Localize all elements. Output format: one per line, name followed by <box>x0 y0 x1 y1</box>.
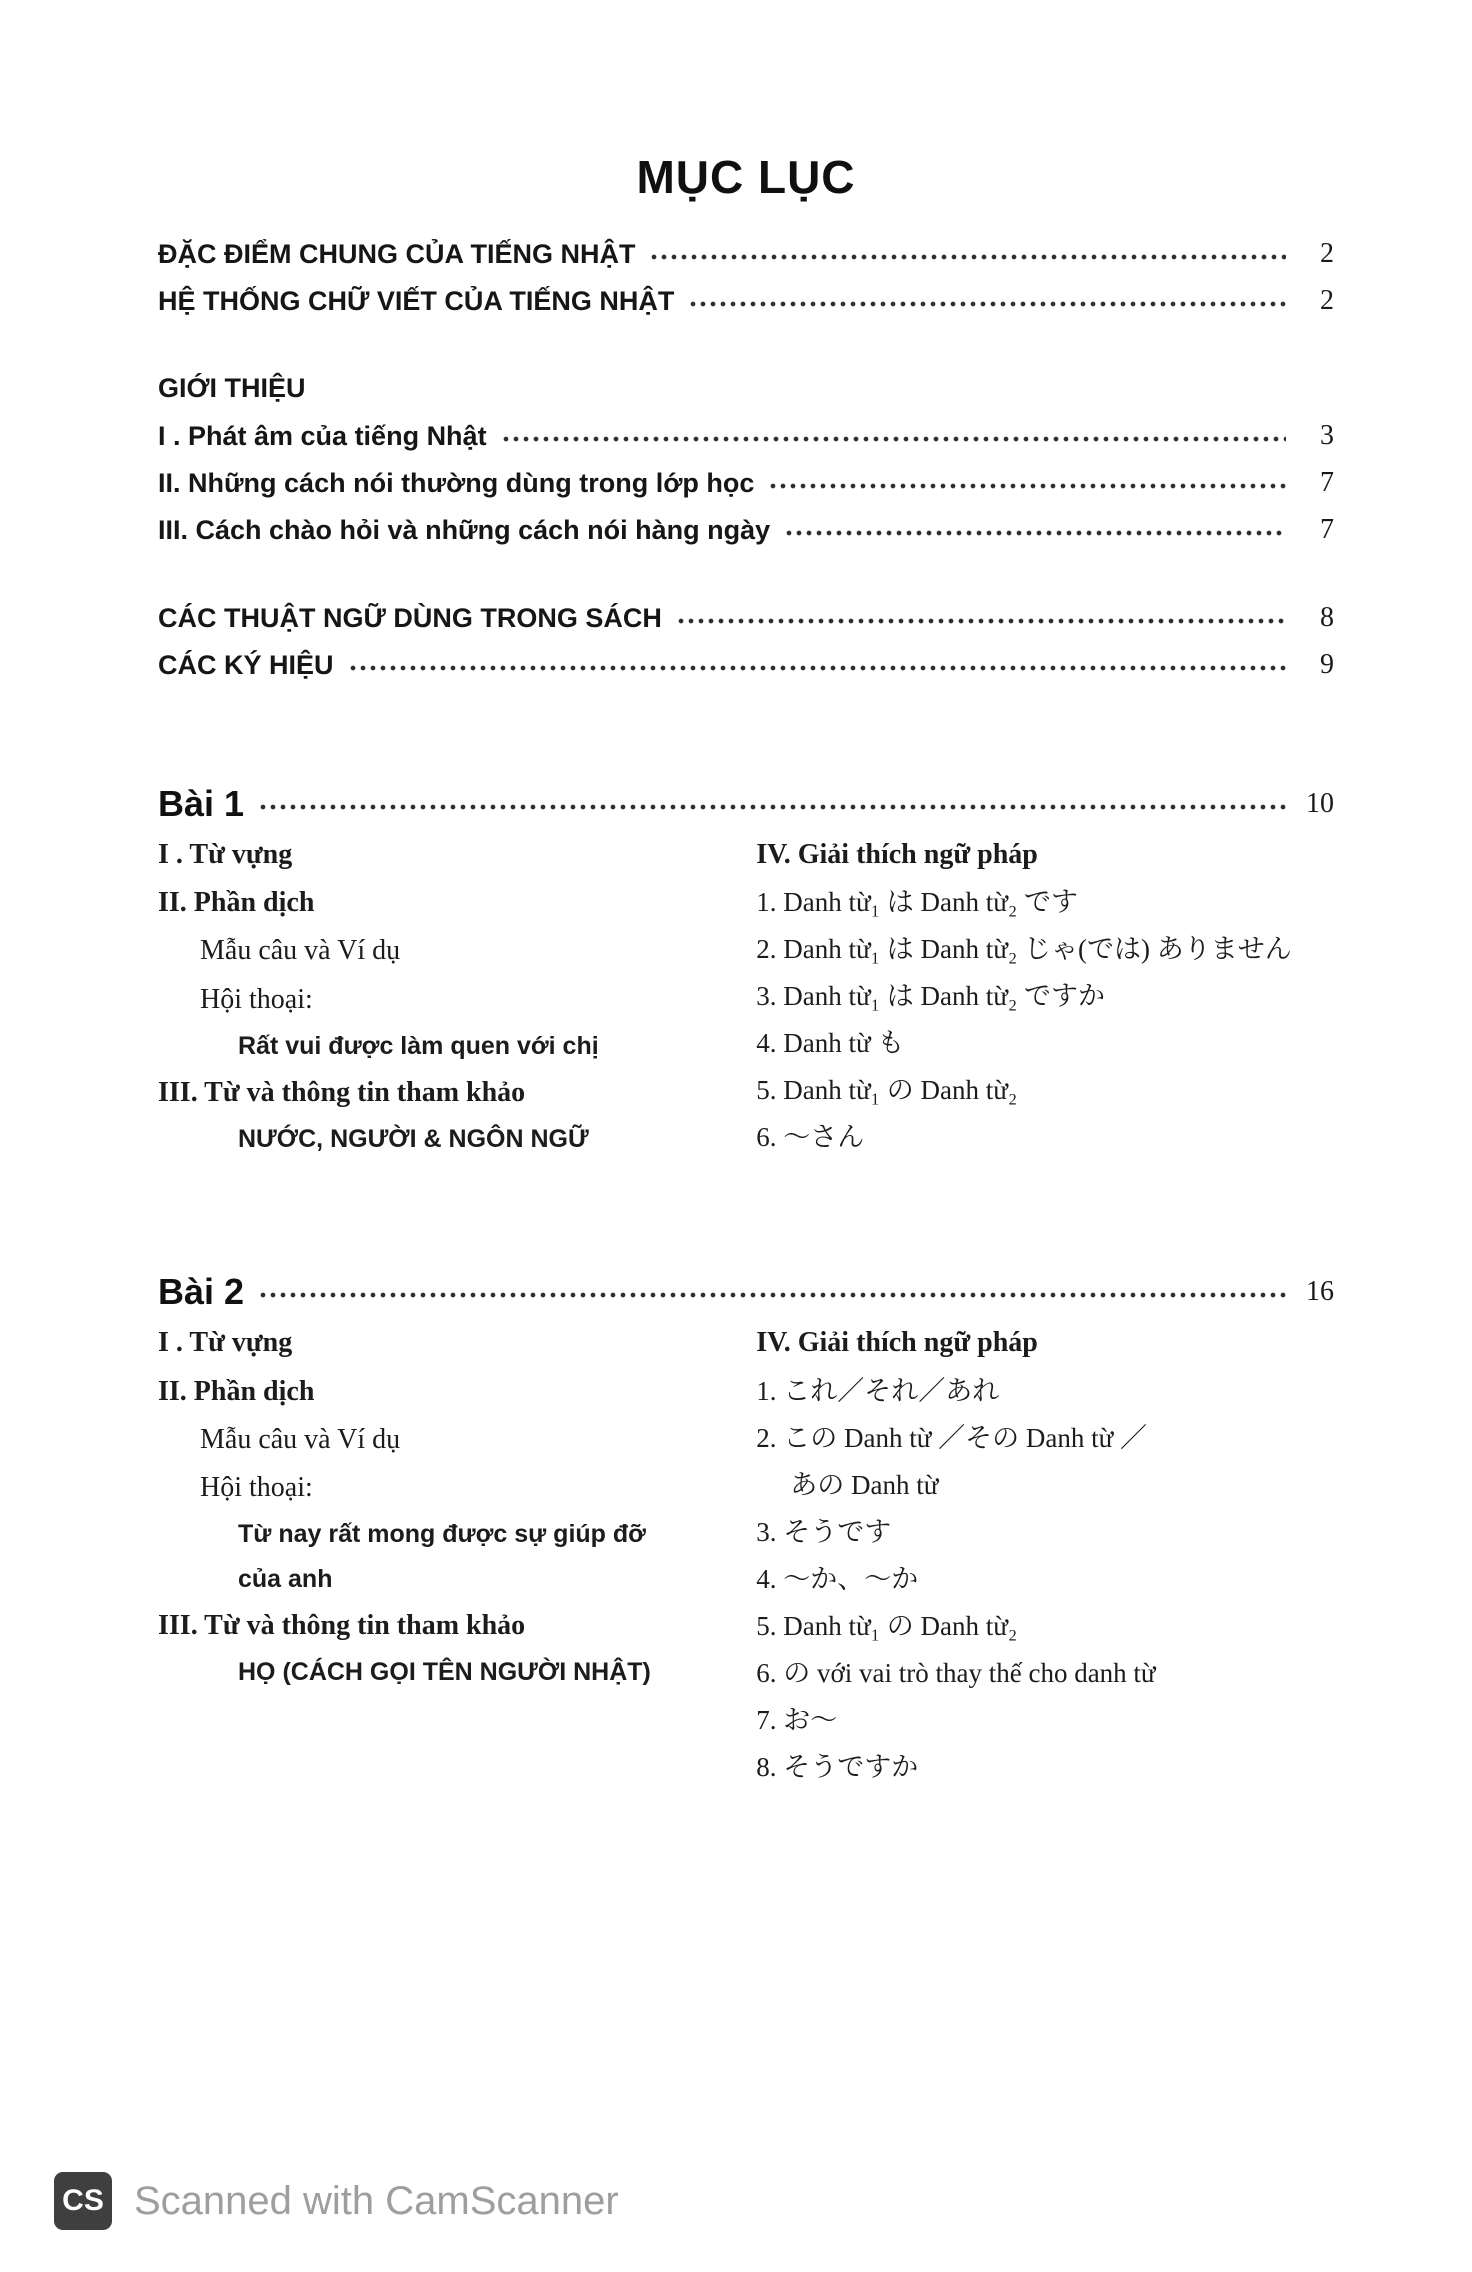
toc-entry <box>158 649 1334 681</box>
toc-entry-page: 9 <box>1320 649 1334 680</box>
lesson-line: Rất vui được làm quen với chị <box>238 1031 599 1060</box>
toc-entry-page: 8 <box>1320 602 1334 633</box>
toc-entry-label: ĐẶC ĐIỂM CHUNG CỦA TIẾNG NHẬT <box>158 238 636 269</box>
toc-entry <box>158 420 1334 452</box>
toc-entry <box>158 285 1334 317</box>
lesson-right-column <box>734 839 1334 1169</box>
intro-heading: GIỚI THIỆU <box>158 373 306 403</box>
lesson-line: Hội thoại: <box>200 983 313 1015</box>
toc-entry-label: HỆ THỐNG CHỮ VIẾT CỦA TIẾNG NHẬT <box>158 285 675 316</box>
dot-leader <box>258 1290 1286 1300</box>
toc-entry-label: II. Những cách nói thường dùng trong lớp học <box>158 467 755 498</box>
dot-leader <box>649 252 1286 262</box>
grammar-item: 5. Danh từ₁ の Danh từ₂ <box>756 1075 1018 1106</box>
dot-leader <box>676 616 1286 626</box>
lesson-line: III. Từ và thông tin tham khảo <box>158 1609 526 1641</box>
dot-leader <box>258 802 1286 812</box>
grammar-item: 7. お～ <box>756 1704 838 1735</box>
lesson-line: II. Phần dịch <box>158 887 315 919</box>
lesson-line: III. Từ và thông tin tham khảo <box>158 1076 526 1108</box>
toc-entry <box>158 238 1334 270</box>
lesson-columns <box>158 839 1334 1169</box>
grammar-heading: IV. Giải thích ngữ pháp <box>756 1327 1038 1359</box>
toc-entry <box>158 514 1334 546</box>
toc-top-section <box>158 238 1334 317</box>
toc-entry-page: 3 <box>1320 420 1334 451</box>
toc-entry <box>158 467 1334 499</box>
lesson-line: Từ nay rất mong được sự giúp đỡ <box>238 1520 646 1549</box>
lesson-page: 16 <box>1306 1276 1334 1308</box>
lesson-line: Mẫu câu và Ví dụ <box>200 935 401 967</box>
grammar-item: 3. そうです <box>756 1516 892 1547</box>
lesson-right-column <box>734 1327 1334 1799</box>
lesson-line: I . Từ vựng <box>158 1327 293 1359</box>
lesson-bai-2 <box>158 1271 1334 1799</box>
grammar-item: 8. そうですか <box>756 1752 919 1783</box>
lesson-line: II. Phần dịch <box>158 1375 315 1407</box>
lesson-columns <box>158 1327 1334 1799</box>
toc-entry-label: I . Phát âm của tiếng Nhật <box>158 420 487 451</box>
toc-intro-section <box>158 373 1334 546</box>
dot-leader <box>348 663 1286 673</box>
lesson-line: NƯỚC, NGƯỜI & NGÔN NGỮ <box>238 1124 589 1153</box>
grammar-item: 6. の với vai trò thay thế cho danh từ <box>756 1657 1156 1688</box>
dot-leader <box>768 481 1286 491</box>
dot-leader <box>501 434 1286 444</box>
toc-entry-page: 2 <box>1320 238 1334 269</box>
grammar-item: 2. Danh từ₁ は Danh từ₂ じゃ(では) ありません <box>756 934 1292 965</box>
toc-entry-page: 7 <box>1320 514 1334 545</box>
camscanner-footer <box>54 2172 619 2230</box>
lesson-line: HỌ (CÁCH GỌI TÊN NGƯỜI NHẬT) <box>238 1657 651 1686</box>
grammar-item: 6. ～さん <box>756 1122 865 1153</box>
lesson-line: I . Từ vựng <box>158 839 293 870</box>
lesson-heading <box>158 1271 1334 1313</box>
lesson-left-column <box>158 1327 734 1799</box>
grammar-item: 4. Danh từ も <box>756 1028 905 1059</box>
lesson-line: Mẫu câu và Ví dụ <box>200 1423 401 1455</box>
grammar-item: 1. これ／それ／あれ <box>756 1375 1000 1406</box>
toc-entry-label: CÁC KÝ HIỆU <box>158 649 334 680</box>
toc-entry-page: 7 <box>1320 467 1334 498</box>
grammar-heading: IV. Giải thích ngữ pháp <box>756 839 1038 870</box>
toc-entry-label: CÁC THUẬT NGỮ DÙNG TRONG SÁCH <box>158 602 662 633</box>
grammar-item: 2. この Danh từ ／その Danh từ ／ <box>756 1422 1147 1453</box>
grammar-item: 3. Danh từ₁ は Danh từ₂ ですか <box>756 981 1106 1012</box>
lesson-left-column <box>158 839 734 1169</box>
dot-leader <box>784 528 1286 538</box>
camscanner-watermark-text: Scanned with CamScanner <box>134 2178 619 2223</box>
lesson-title: Bài 1 <box>158 783 245 824</box>
lesson-bai-1 <box>158 783 1334 1169</box>
toc-entry-page: 2 <box>1320 285 1334 316</box>
lesson-line: Hội thoại: <box>200 1472 313 1504</box>
toc-terms-section <box>158 602 1334 681</box>
grammar-item-continuation: あの Danh từ <box>790 1469 939 1500</box>
lesson-line: của anh <box>238 1564 333 1593</box>
grammar-item: 5. Danh từ₁ の Danh từ₂ <box>756 1610 1018 1641</box>
camscanner-logo-icon: CS <box>54 2172 112 2230</box>
dot-leader <box>688 299 1286 309</box>
lesson-page: 10 <box>1306 788 1334 819</box>
grammar-item: 1. Danh từ₁ は Danh từ₂ です <box>756 887 1079 918</box>
lesson-title: Bài 2 <box>158 1271 245 1313</box>
toc-entry-label: III. Cách chào hỏi và những cách nói hàng ngày <box>158 514 771 545</box>
toc-entry <box>158 602 1334 634</box>
grammar-item: 4. ～か、～か <box>756 1563 919 1594</box>
page-title: MỤC LỤC <box>636 151 856 203</box>
lesson-heading <box>158 783 1334 825</box>
